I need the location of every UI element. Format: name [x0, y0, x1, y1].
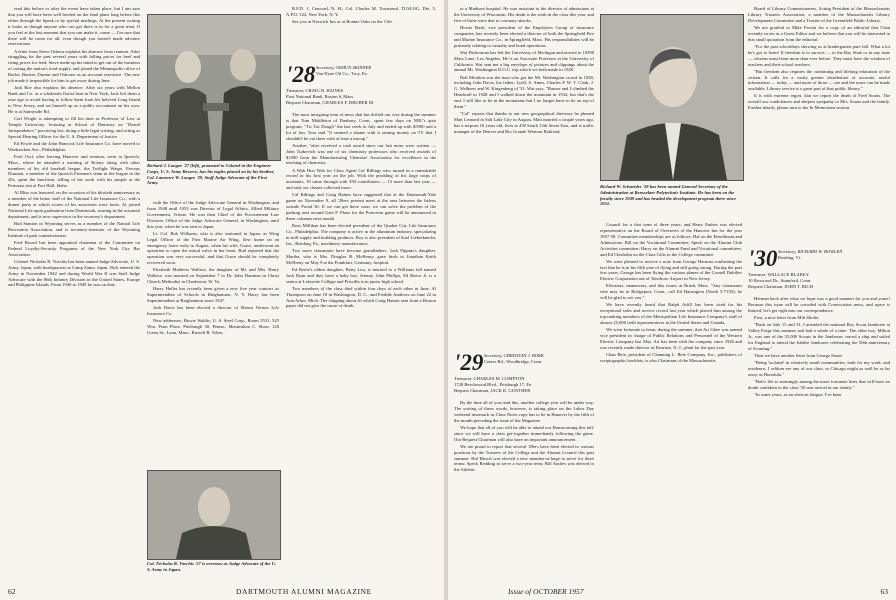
bequest-chairman: Bequest Chairman, CHARLES F. DRUBER III: [286, 99, 374, 105]
class-year: '30: [748, 246, 778, 271]
paragraph: Bud Stanton in Wyoming serves as a member of the Natural Life Recreation Association, and is secretary-treasurer of the Wyoming Institute of park commissioners.: [8, 221, 140, 238]
paragraph: Ed Fowle and the John Hancock Life Insurance Co. have moved to Weehawken Ave., Philadelphia.: [8, 140, 140, 152]
paragraph: Then we have another letter from George Stone:: [754, 352, 843, 358]
treasurer: Treasurer, CHARLES M. COMPTON: [454, 376, 525, 381]
voechis-caption: Col. Nicholas R. Voechis '27 is overseas as Judge Advocate of the U. S. Army in Japan.: [147, 561, 277, 572]
paragraph: First, a nice letter from Milt Sholte:: [754, 314, 820, 320]
left-page: [0, 0, 444, 600]
paragraph: Jack Roe also explains his absence. After six years with Mellon Bank and Co. as a wholesale florist firm in New York, Jack left them a year ago to avoid having to follow them from his beloved Long Island to New Jersey, and set himself up as a public accountant on his own. He is at Sunnyside Rd.: [8, 85, 140, 114]
secretary: Secretary, OSMUN SKINNER: [316, 65, 372, 70]
paragraph: Ed Reese's oldest daughter, Betty Lou, is married to a Williams fall named Jack Ryan and they have a baby boy, Jeremy. John Phillips, Ed Reece Jr. is a senior at Lafayette College and Priscilla is in junior high school.: [286, 266, 436, 284]
paragraph: Freil Owl, after leaving Hanover and reunion, went to Ipswich, Mass., where he attended a meeting of Rotary along with other members of his old baseball league, the Twilight Wasps. Ferrous Dunstan, a member of the Ipswich Firemen's team in the league in the 20s, spent the luncheon, telling of his work with his people at the Pertussis test at Fort Hall, Idaho.: [8, 153, 140, 189]
secretary-address: Reading, Vt.: [778, 254, 802, 260]
paragraph: We are grateful to Mike Ferrini for a copy of an editorial that Chan recently wrote as a Guest Editor and we believe that you will be interested in this small quotation from the editorial:: [748, 24, 890, 42]
paragraph: Board of Library Commissioners, Acting President of the Massachusetts Library Trustees Association, a member of the Massachusetts Library Development Committee and a Trustee of the Greenfield Public Library.: [748, 6, 890, 23]
paragraph: Colonel Nicholas R. Voechis has been named Judge Advocate, U. S. Army, Japan, with headquarters at Camp Zama, Japan. Nick entered the Army in November 1942 and during World War II was Staff Judge Advocate with the 86th Infantry Division in the United States, Europe and Philippine Islands. From 1946 to 1949 he was on duty: [8, 258, 140, 288]
paragraph: Al Bliss was honored, on the occasion of his thirtieth anniversary as a member of the home staff of the National Life Insurance Co., with a dinner party at which scores of his associates were hosts. At joined National Life upon graduation from Dartmouth, starting in the actuarial department, and is now supervisor in the secretary's department.: [8, 190, 140, 219]
paragraph: By the time all of you read this, another college year will be under way. The writing of these words, however, is taking place on the Labor Day weekend insomuch as Class Notes copy has to be in Hanover by the fifth of the month preceding the issue of the Magazine.: [454, 400, 594, 423]
paragraph: Ross Millikan has been elected president of the Quaker City Life Insurance Co., Philadelphia. The company is active in the aluminum industry, specializing in mill supply and building products. Roy is also president of Karl Lieberknecht, Inc., Reading, Pa., machinery manufacturers.: [286, 223, 436, 246]
class-secretary: [778, 249, 878, 261]
paragraph: "Bob's life is seemingly among the more fortunate lines that will have no doubt confident to the class '30 sent arrival in our family.": [748, 378, 890, 390]
bequest-chairman: Bequest Chairman, JACK R. GUNTHER: [454, 387, 531, 393]
paragraph: Two more classmates have become grandfathers. Jack Pippins's daughter, Martha, who is Mrs. Douglas B. McHenry, gave birth to Jonathan Keith McHenry on May 9 at the Frankfurt, Germany, hospital.: [286, 247, 436, 265]
class-30-officers: [748, 272, 890, 294]
class-28-officers: [286, 88, 436, 110]
paragraph: Chan Bete, president of Channing L. Bete Company, Inc., publishers of scriptographic booklets, is also Chairman of the Massachusetts: [600, 351, 742, 363]
paragraph: Fred Bossel has been appointed chairman of the Committee on Federal Loyalty-Security Programs of the New York City Bar Association.: [8, 239, 140, 257]
right-page: [448, 0, 896, 600]
schneider-caption: Richard W. Schneider '28 has been named General Secretary of the Administration at Rensselaer Polytechnic Institute. He has been on the faculty since 1949 and has headed the development program there since 1951.: [600, 184, 737, 207]
paragraph: New addresses: Howie Waldis, U. S. Steel Corp., Room 5531, 525 Wm. Penn Place, Pittsburgh 30, Penna.; Maximilian C. Shaw, 126 Green St., Lynn, Mass.; Russell B. Tober,: [147, 318, 279, 335]
treasurer-address: 1728 Beechwood Blvd., Pittsburgh 17, Pa.: [454, 381, 533, 387]
secretary-address: Center Rd., Woodbridge, Conn.: [484, 358, 543, 364]
paragraph: "Back on July 15 and 31, I attended the national Boy Scout Jamboree at Valley Forge this summer and had a whale of a time. The older boy, Milton Jr., was one of the 55,000 Scouts in the Jamboree, traced a ship and sailed for England to attend the Jubilee Jamboree celebrating the 50th anniversary of Scouting.": [748, 322, 890, 351]
secretary-address: Van Dyne Oil Co., Troy, Pa.: [316, 70, 368, 76]
right-column-1: [454, 6, 594, 356]
class-secretary: [484, 353, 584, 365]
paragraph: Another "after received a cash award since our last notes were written — John Turkevich was one of six chemistry professors who received awards of $1000 from the Manufacturing Chemists' Association for excellence in the teaching of chemistry.: [286, 142, 436, 166]
left-column-3-top: [286, 6, 436, 66]
paragraph: A letter from Steve Osborn explains his absence from reunion. After struggling for the past several years with falling prices for beef and rising prices for feed, Steve made up his mind to get out of the business of raising the nation's food supply, and joined the Minneapolis office of Bache, Burton, Durnin and Osborne as an account executive. The new job made it impossible for him to get away during June.: [8, 48, 140, 84]
left-column-1: [8, 6, 140, 581]
paragraph: Two members of the class died within four days of each other in June, Al Thompson on June 18 in Washington, D. C., and Freddie Andrews on June 22 in Ann Arbor, Mich. The chipping about Al which Craig Haines sent from a Boston paper did not give the cause of death.: [286, 285, 436, 309]
paragraph: We have recently heard that Ralph Atfill has been cited for his exceptional sales and service record last year which placed him among the top-ranking members of the Metropolitan Life Insurance Company's staff of almost 25,000 field representatives in the United States and Canada.: [600, 302, 742, 326]
right-column-2: [600, 222, 742, 575]
paragraph: R.F.D. 1, Concord, N. H.; Col. Charles M. Townsend, TUSLOG, Det. 5, A.P.O. 524, New York, N. Y.: [286, 6, 436, 17]
paragraph: Carl Wright is attempting to fill his time as Professor of Law at Temple University, lecturing at School of Dentistry on "Dental Jurisprudence," practicing law, doing a little legal writing, and acting as Special Hearing Officer for the U. S. Department of Justice.: [8, 115, 140, 139]
treasurer: Treasurer, WALLACE BLAKEY: [748, 272, 810, 277]
lougee-caption: Richard J. Lougee '27 (left), promoted to Colonel in the Engineer Corps, U. S. Army Reserve, has his eagles pinned on by his brother, Col. Laurence W. Lougee '29, Staff Judge Advocate of the First Army.: [147, 163, 275, 186]
paragraph: "In some years, as an obvious fatigue, I've been: [754, 391, 842, 397]
paragraph: We were fortunate to learn, during the summer, that Art Ghee was named vice president in charge of Public Relations and Personnel of the Western Electric Company last May. Art has been with the company since 1926 and was recently made director of Kearney, N. J., plant for the past year.: [600, 327, 742, 350]
paragraph: read this before or after the event have taken place, but I am sure that you will have been well briefed on the final plans long before this either through the Speak or by special mailings. At the present writing it looks as though anyone who can get there is in for a great treat. If you feel at the last moment that you can make it, come — I'm sure that there will be room for all, even though you haven't made advance reservations.: [8, 6, 140, 47]
magazine-title: DARTMOUTH ALUMNI MAGAZINE: [236, 587, 372, 596]
class-secretary: [316, 65, 416, 77]
paragraph: Elevators, maneuvers, and this issues at Brush, Mass. "Any classmates who may be in Bridgeport, Conn., call Ed Harrington (North 5-7150); he will be glad to see you.": [600, 283, 742, 301]
voechis-photo: [147, 470, 281, 560]
paragraph: to a Madison hospital. He was assistant to the director of admissions at the University of Wisconsin. His death is the sixth in the class this year, and five of these were due to coronary attacks.: [454, 6, 594, 23]
paragraph: "For the past schooldays showing us at kindergarten pure fall. What a lot he's got to learn! If freedom is to survive — to the Bay State or in any state — citizens must learn more than ever before. They must have the wisdom of teachers and their school teachers.: [748, 43, 890, 67]
paragraph: A Wah Hoo Wah for Class Agent Cal Billings who turned in a remarkable record in his first year on the job. With the prodding of his large corps of assistants, 18 came through with 350 contributors — 13 more than last year — and only six classes collected more.: [286, 167, 436, 191]
paragraph: Herman back after what we hope was a good summer for you and yours! Because this issue will be crowded with Convocation news, and space is limited, let's get right into our correspondence.: [748, 296, 890, 313]
left-column-3: [286, 112, 436, 575]
paragraph: We were pleased to receive a note from George Herman confirming the fact that he is in his fifth year of flying and still going strong. During the past few years, George has been flying the various planes of the Cornell Dubilier Electric Corporation out of Teterboro Airport in New Jersey.: [600, 258, 742, 282]
paragraph: The most intriguing item of news that has drifted our way during the summer is that Tom Middleton of Danbury, Conn., spent few days on NBC's quiz program, "Tic Tac Dough" the last week in July and ended up with $5900 and a lot of fun. Tom said "It seemed a shame with it raining money on TV that I shouldn't be out there with at least a teacup.": [286, 112, 436, 141]
lougee-photo: [147, 14, 281, 161]
paragraph: with the Office of the Judge Advocate General in Washington, and from 1948 until 1953 was Director of Legal Affairs, Allied Military Government, Trieste. He was then Chief of the Procurement Law Division, Office of the Judge Advocate General, in Washington, until this year, when he was sent to Japan.: [147, 200, 279, 229]
paragraph: Bob Moulton was the man who got the Mt. Washington crowd in 1928, including John Davis, his father; Lyell, S. Ames, Charles P. W. T. Clark, J. G. Wellness and W. Kingenberg of '31. Wat says, "Rumor and I climbed the Headwall in 1928 and I walked down the mountain in 1934, but that's the end. I still like to be in the mountains but I no longer have to be on top of them.": [454, 74, 594, 110]
paragraph: Howie Bush, vice president of the Employers Group of insurance companies, has recently been elected a director of both the Springfield Fire and Marine Insurance Co., in Springfield, Mass. His responsibilities will be primarily relating to casualty and bond operations.: [454, 24, 594, 48]
paragraph: Harry Hefler has recently been given a new five year contract as Superintendent of Schools in Binghamton, N. Y. Harry has been Superintendent at Binghamton since 1947.: [147, 286, 279, 304]
right-column-3: [748, 6, 890, 246]
paragraph: "Cal" reports that thanks to our new geographical directory he phoned Matt Leonard in Salt Lake City in August. Matt married a couple years ago, has a stepson 16 years old, lives at 450 South 13th Street East, and is traffic manager of the Denver and Rio Grande Western Railroad.: [454, 111, 594, 134]
schneider-photo: [600, 14, 744, 181]
class-29-officers: [454, 376, 594, 398]
paragraph: We hope that all of you will be able to attend our Homecoming this fall, since we will have a class get-together immediately following the game. Our Bequest Chairman will also have an important announcement.: [454, 424, 594, 442]
treasurer-address: First National Bank, Boston 6, Mass.: [286, 93, 355, 99]
paragraph: "But freedom also requires the continuing and lifelong education of the citizen. It calls for a vastly greater distribution of accurate, useful information — today — and more of those — are and the more can be made available. Library service is a great part of that public library.": [748, 68, 890, 92]
paragraph: Elizabeth Mathews Wallace, the daughter of Mr. and Mrs. Harry Wallace, was married on September 7 to Dr. John Hartman in Christ Church Methodist in Charleston, W. Va.: [147, 267, 279, 285]
paragraph: We are proud to report that several '29ers have been elected to various positions by the Trustees of the College and the Alumni Council this past summer. Hal Hirsch was elected a new member-at-large to serve for three terms; Speck Redding to serve a two-year term; Bill Andres was elected to the Athletic: [454, 443, 594, 473]
paragraph: See you at Norwich Inn or at Bonnie Oaks on the 11th.: [292, 19, 393, 24]
paragraph: Lt. Col. Bob Williams, who is also stationed in Japan, as Wing Legal Officer of the First Marine Air Wing, flew home on an emergency leave early in August, when his wife, Grace, underwent an operation to open the mitral valve in her heart. Bud reported that the operation was very successful, and that Grace should be completely recovered soon.: [147, 230, 279, 266]
secretary: Secretary, CHRISTIAN J. BORK: [484, 353, 544, 358]
issue-date: Issue of OCTOBER 1957: [508, 587, 584, 596]
right-page-number: 63: [880, 587, 888, 596]
class-year: '29: [454, 350, 484, 375]
paragraph: "Being 'isolated' in relatively small communities, both for my work, and residence, I seldom see any of our class, so Chicago might as well be as far away as Honolulu.": [748, 359, 890, 377]
left-page-number: 62: [8, 587, 16, 596]
bequest-chairman: Bequest Chairman, JOHN T. RICH: [748, 283, 813, 289]
class-year: '28: [286, 62, 316, 87]
treasurer: Treasurer, CRAIG B. HAINES: [286, 88, 344, 93]
paragraph: Cal Billings and Craig Haines have suggested that at the Dartmouth-Yale game on November 9, all '28ers present meet at the area between the halves outside Portal 30. If we can get there soon, we can solve the problem of the parking area around Gate F. Plans for the Princeton game will be announced in these columns next month.: [286, 192, 436, 221]
paragraph: Council for a first term of three years; and Harry Enders was elected representative on the Board of Overseers of the Hanover Inn for the year 1957-58. Committee memberships are as follows: Hal on the Enrollment and Admissions; Bill on the Vocational Committee; Speck on the Alumni Club Activities committee; Harry on the Alumni Fund and Vocational committees; and Ed Chisholm on the Class Gifts to the College committee.: [600, 222, 742, 257]
paragraph: It is with extreme regret, that we report the death of Fred Soons. The overall our condolences and deepest sympathy to Mrs. Soons and the family. Further details, please turn to the In Memoriam section.: [748, 93, 890, 111]
treasurer-address: 10 Boxwood Dr., Stamford, Conn.: [748, 277, 812, 283]
paragraph: Josh Davis has been elected a director of Mount Vernon Life Insurance Co.: [147, 305, 279, 317]
right-column-3-lower: [748, 296, 890, 575]
secretary: Secretary, RICHARD W. BOWLEN: [778, 249, 843, 254]
right-column-1-lower: [454, 400, 594, 575]
paragraph: Wat Dickerman has left the University of Michigan and moved to 10390 Mass Lane, Los Angeles. He is an Associate Professor at the University of California. Wat sent me a big envelope of pictures and clippings about the annual Mt. Washington D.O.C. trip which we both made in 1928.: [454, 49, 594, 73]
